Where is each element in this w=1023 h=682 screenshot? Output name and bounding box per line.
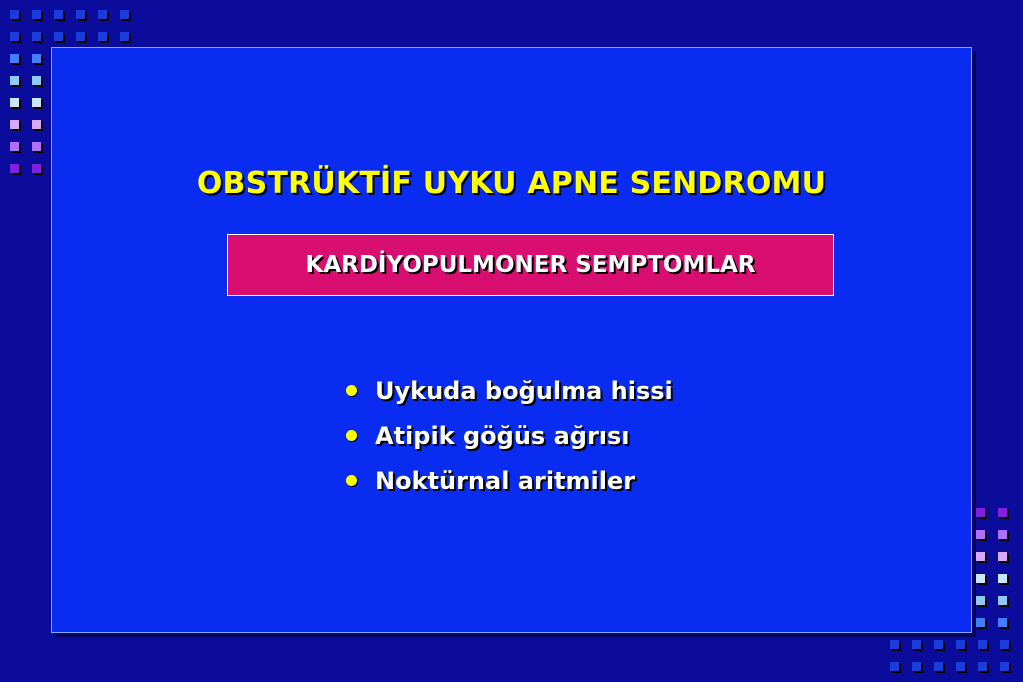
decorative-square [98, 10, 107, 19]
list-item [346, 458, 673, 503]
decorative-square [998, 596, 1007, 605]
decorative-square [32, 120, 41, 129]
bullet-icon [346, 430, 357, 441]
decorative-square [10, 32, 19, 41]
list-item [346, 368, 673, 413]
decorative-square [10, 120, 19, 129]
decorative-square [32, 76, 41, 85]
slide-panel [51, 47, 972, 633]
subtitle-text: KARDİYOPULMONER SEMPTOMLAR [305, 252, 756, 278]
decorative-square [120, 32, 129, 41]
bullet-list [346, 368, 673, 503]
decorative-square [978, 640, 987, 649]
decorative-square [32, 32, 41, 41]
decorative-square [976, 574, 985, 583]
decorative-square [32, 164, 41, 173]
decorative-square [976, 596, 985, 605]
decorative-square [912, 640, 921, 649]
decorative-square [978, 662, 987, 671]
slide-title: OBSTRÜKTİF UYKU APNE SENDROMU [196, 166, 827, 201]
decorative-square [976, 618, 985, 627]
decorative-square [10, 142, 19, 151]
decorative-square [912, 662, 921, 671]
decorative-square [32, 98, 41, 107]
decorative-square [998, 508, 1007, 517]
decorative-square [934, 662, 943, 671]
subtitle-banner [227, 234, 834, 296]
decorative-square [10, 164, 19, 173]
bullet-icon [346, 475, 357, 486]
decorative-square [956, 640, 965, 649]
decorative-square [976, 552, 985, 561]
decorative-square [10, 10, 19, 19]
decorative-square [54, 32, 63, 41]
decorative-square [998, 530, 1007, 539]
bullet-icon [346, 385, 357, 396]
decorative-square [998, 552, 1007, 561]
decorative-square [1000, 662, 1009, 671]
decorative-square [976, 530, 985, 539]
bullet-text: Atipik göğüs ağrısı [375, 421, 630, 450]
decorative-square [10, 76, 19, 85]
decorative-square [54, 10, 63, 19]
decorative-square [998, 618, 1007, 627]
decorative-square [120, 10, 129, 19]
decorative-square [1000, 640, 1009, 649]
decorative-square [76, 10, 85, 19]
decorative-square [32, 10, 41, 19]
bullet-text: Uykuda boğulma hissi [375, 376, 673, 405]
decorative-square [32, 142, 41, 151]
decorative-square [934, 640, 943, 649]
decorative-square [32, 54, 41, 63]
decorative-square [956, 662, 965, 671]
decorative-square [76, 32, 85, 41]
decorative-square [976, 508, 985, 517]
decorative-square [890, 640, 899, 649]
decorative-square [10, 54, 19, 63]
bullet-text: Noktürnal aritmiler [375, 466, 636, 495]
list-item [346, 413, 673, 458]
decorative-square [998, 574, 1007, 583]
decorative-square [10, 98, 19, 107]
decorative-square [98, 32, 107, 41]
decorative-square [890, 662, 899, 671]
